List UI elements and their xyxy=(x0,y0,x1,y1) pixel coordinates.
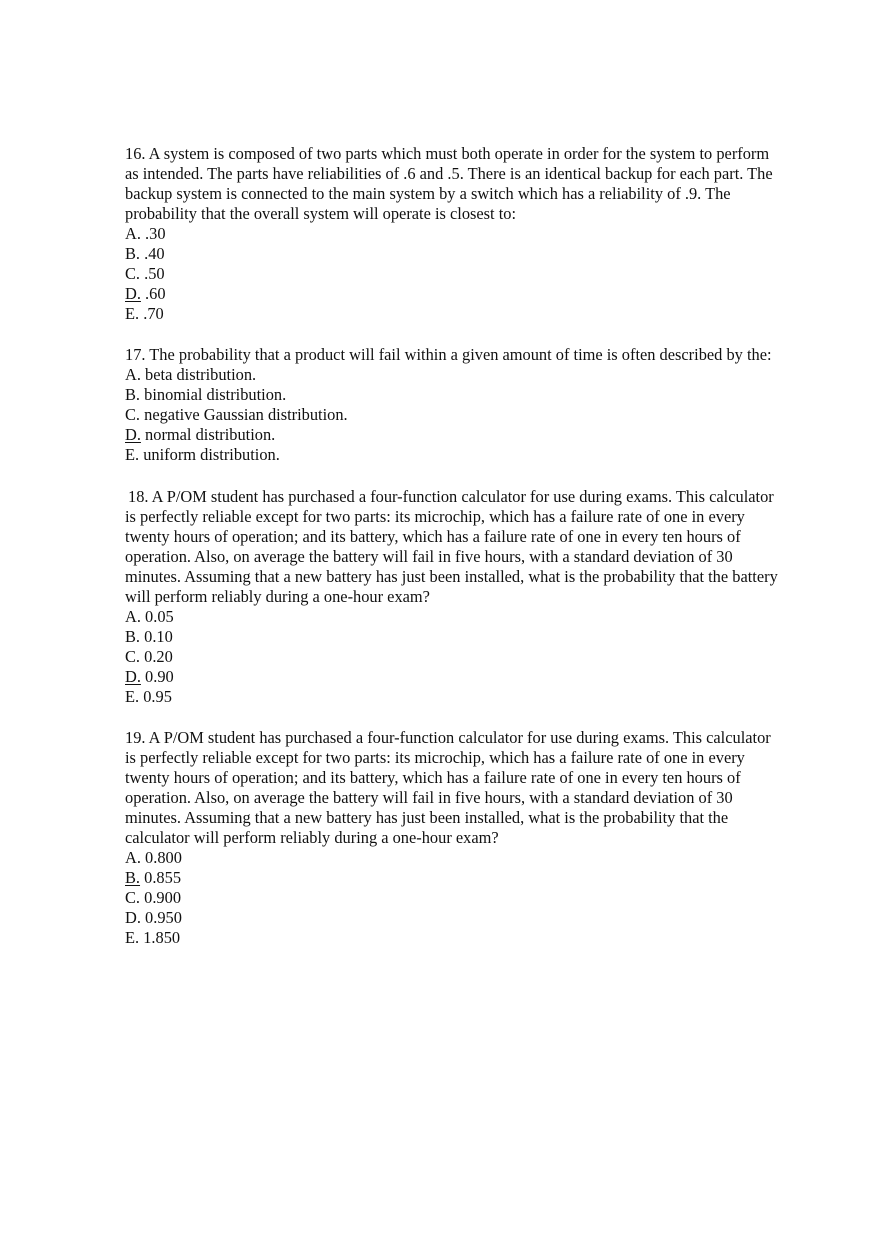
option-16-d xyxy=(125,284,785,304)
option-text: 0.90 xyxy=(145,667,174,686)
option-16-c xyxy=(125,264,785,284)
option-letter: C. xyxy=(125,888,141,907)
option-19-e xyxy=(125,928,785,948)
option-text: 0.855 xyxy=(144,868,182,887)
option-18-e xyxy=(125,687,785,707)
option-16-e xyxy=(125,304,785,324)
question-18 xyxy=(125,487,785,707)
option-letter: E. xyxy=(125,687,140,706)
option-letter: C. xyxy=(125,405,141,424)
option-letter: B. xyxy=(125,627,141,646)
option-text: 0.10 xyxy=(144,627,173,646)
question-18-text: 18. A P/OM student has purchased a four-function calculator for use during exams. This calculator is perfectly reliable except for two parts: its microchip, which has a failure rate of one in every twenty hours of operation; and its battery, which has a failure rate of one in every ten hours of operation. Also, on average the battery will fail in five hours, with a standard deviation of 30 minutes. Assuming that a new battery has just been installed, what is the probability that the battery will perform reliably during a one-hour exam? xyxy=(125,487,778,606)
question-list xyxy=(125,144,785,948)
option-letter: A. xyxy=(125,224,141,243)
option-letter-marked: D. xyxy=(125,284,141,303)
option-letter: E. xyxy=(125,304,140,323)
option-letter-marked: D. xyxy=(125,425,141,444)
question-19-text: 19. A P/OM student has purchased a four-function calculator for use during exams. This calculator is perfectly reliable except for two parts: its microchip, which has a failure rate of one in every twenty hours of operation; and its battery, which has a failure rate of one in every ten hours of operation. Also, on average the battery will fail in five hours, with a standard deviation of 30 minutes. Assuming that a new battery has just been installed, what is the probability that the calculator will perform reliably during a one-hour exam? xyxy=(125,728,771,847)
option-19-a xyxy=(125,848,785,868)
option-letter: A. xyxy=(125,848,141,867)
option-18-d xyxy=(125,667,785,687)
option-text: 0.900 xyxy=(144,888,182,907)
option-17-a xyxy=(125,365,785,385)
question-18-options xyxy=(125,607,785,707)
option-text: .40 xyxy=(144,244,165,263)
option-17-b xyxy=(125,385,785,405)
option-text: .30 xyxy=(145,224,166,243)
option-19-b xyxy=(125,868,785,888)
option-text: 0.05 xyxy=(145,607,174,626)
question-16-options xyxy=(125,224,785,324)
option-text: binomial distribution. xyxy=(144,385,287,404)
option-letter: E. xyxy=(125,928,140,947)
option-text: .50 xyxy=(144,264,165,283)
option-text: 0.95 xyxy=(143,687,172,706)
option-letter: E. xyxy=(125,445,140,464)
option-text: 0.20 xyxy=(144,647,173,666)
option-17-c xyxy=(125,405,785,425)
option-text: beta distribution. xyxy=(145,365,257,384)
question-19-options xyxy=(125,848,785,948)
question-16 xyxy=(125,144,785,324)
option-18-b xyxy=(125,627,785,647)
option-text: 1.850 xyxy=(143,928,181,947)
option-text: 0.800 xyxy=(145,848,182,867)
option-17-d xyxy=(125,425,785,445)
option-17-e xyxy=(125,445,785,465)
question-17-options xyxy=(125,365,785,465)
option-text: .70 xyxy=(143,304,164,323)
option-19-d xyxy=(125,908,785,928)
option-19-c xyxy=(125,888,785,908)
option-letter: D. xyxy=(125,908,141,927)
option-16-b xyxy=(125,244,785,264)
question-19 xyxy=(125,728,785,948)
question-17-text: 17. The probability that a product will fail within a given amount of time is often described by the: xyxy=(125,345,772,364)
option-letter: C. xyxy=(125,647,141,666)
option-text: negative Gaussian distribution. xyxy=(144,405,348,424)
option-18-a xyxy=(125,607,785,627)
option-letter: A. xyxy=(125,365,141,384)
option-letter: A. xyxy=(125,607,141,626)
option-text: 0.950 xyxy=(145,908,182,927)
option-text: .60 xyxy=(145,284,166,303)
question-16-text: 16. A system is composed of two parts which must both operate in order for the system to perform as intended. The parts have reliabilities of .6 and .5. There is an identical backup for each part. The backup system is connected to the main system by a switch which has a reliability of .9. The probability that the overall system will operate is closest to: xyxy=(125,144,773,223)
option-letter: B. xyxy=(125,385,141,404)
option-text: normal distribution. xyxy=(145,425,276,444)
option-text: uniform distribution. xyxy=(143,445,280,464)
option-letter: B. xyxy=(125,244,141,263)
option-18-c xyxy=(125,647,785,667)
option-16-a xyxy=(125,224,785,244)
option-letter-marked: D. xyxy=(125,667,141,686)
question-17 xyxy=(125,345,785,465)
option-letter: C. xyxy=(125,264,141,283)
option-letter-marked: B. xyxy=(125,868,141,887)
